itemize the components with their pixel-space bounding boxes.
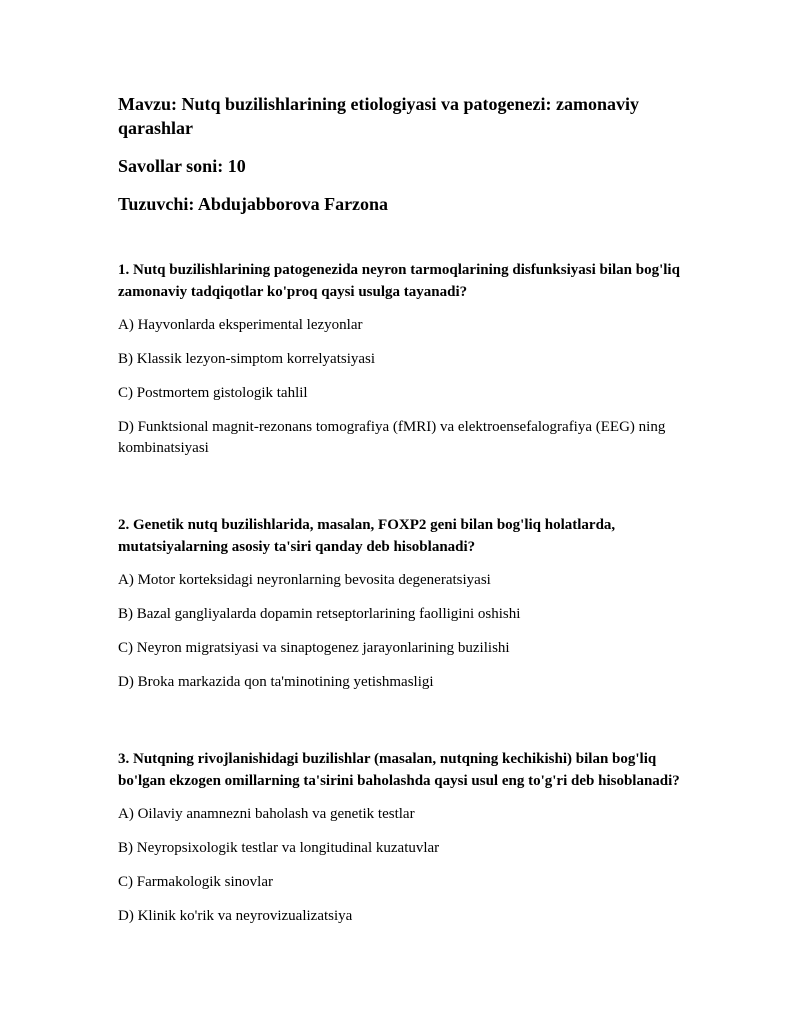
answer-option-c: C) Farmakologik sinovlar [118,874,273,890]
topic-title: Mavzu: Nutq buzilishlarining etiologiyasi va patogenezi: zamonaviy qarashlar [118,94,640,138]
answer-option-a: A) Hayvonlarda eksperimental lezyonlar [118,317,363,333]
document-header [118,92,698,216]
answer-option-b: B) Neyropsixologik testlar va longitudinal kuzatuvlar [118,840,440,856]
answer-option-c: C) Postmortem gistologik tahlil [118,385,308,401]
question-text: 1. Nutq buzilishlarining patogenezida neyron tarmoqlarining disfunksiyasi bilan bog'liq zamonaviy tadqiqotlar ko'proq qaysi usulga tayanadi? [118,262,680,300]
author: Tuzuvchi: Abdujabborova Farzona [118,194,389,214]
answer-option-d: D) Funktsional magnit-rezonans tomografiya (fMRI) va elektroensefalografiya (EEG) ning kombinatsiyasi [118,419,666,456]
question-text: 3. Nutqning rivojlanishidagi buzilishlar (masalan, nutqning kechikishi) bilan bog'liq bo'lgan ekzogen omillarning ta'sirini baholashda qaysi usul eng to'g'ri deb hisoblanadi? [118,751,680,789]
question-count: Savollar soni: 10 [118,156,246,176]
answer-option-b: B) Bazal gangliyalarda dopamin retseptorlarining faolligini oshishi [118,606,521,622]
question-1 [118,260,698,459]
answer-option-b: B) Klassik lezyon-simptom korrelyatsiyasi [118,351,376,367]
document-page [118,92,698,927]
question-text: 2. Genetik nutq buzilishlarida, masalan, FOXP2 geni bilan bog'liq holatlarda, mutatsiyalarning asosiy ta'siri qanday deb hisoblanadi? [118,517,616,555]
answer-option-d: D) Broka markazida qon ta'minotining yetishmasligi [118,674,434,690]
question-3 [118,749,698,927]
answer-option-d: D) Klinik ko'rik va neyrovizualizatsiya [118,908,353,924]
question-list [118,260,698,927]
answer-option-a: A) Oilaviy anamnezni baholash va genetik testlar [118,806,415,822]
question-2 [118,515,698,693]
answer-option-a: A) Motor korteksidagi neyronlarning bevosita degeneratsiyasi [118,572,491,588]
answer-option-c: C) Neyron migratsiyasi va sinaptogenez jarayonlarining buzilishi [118,640,510,656]
